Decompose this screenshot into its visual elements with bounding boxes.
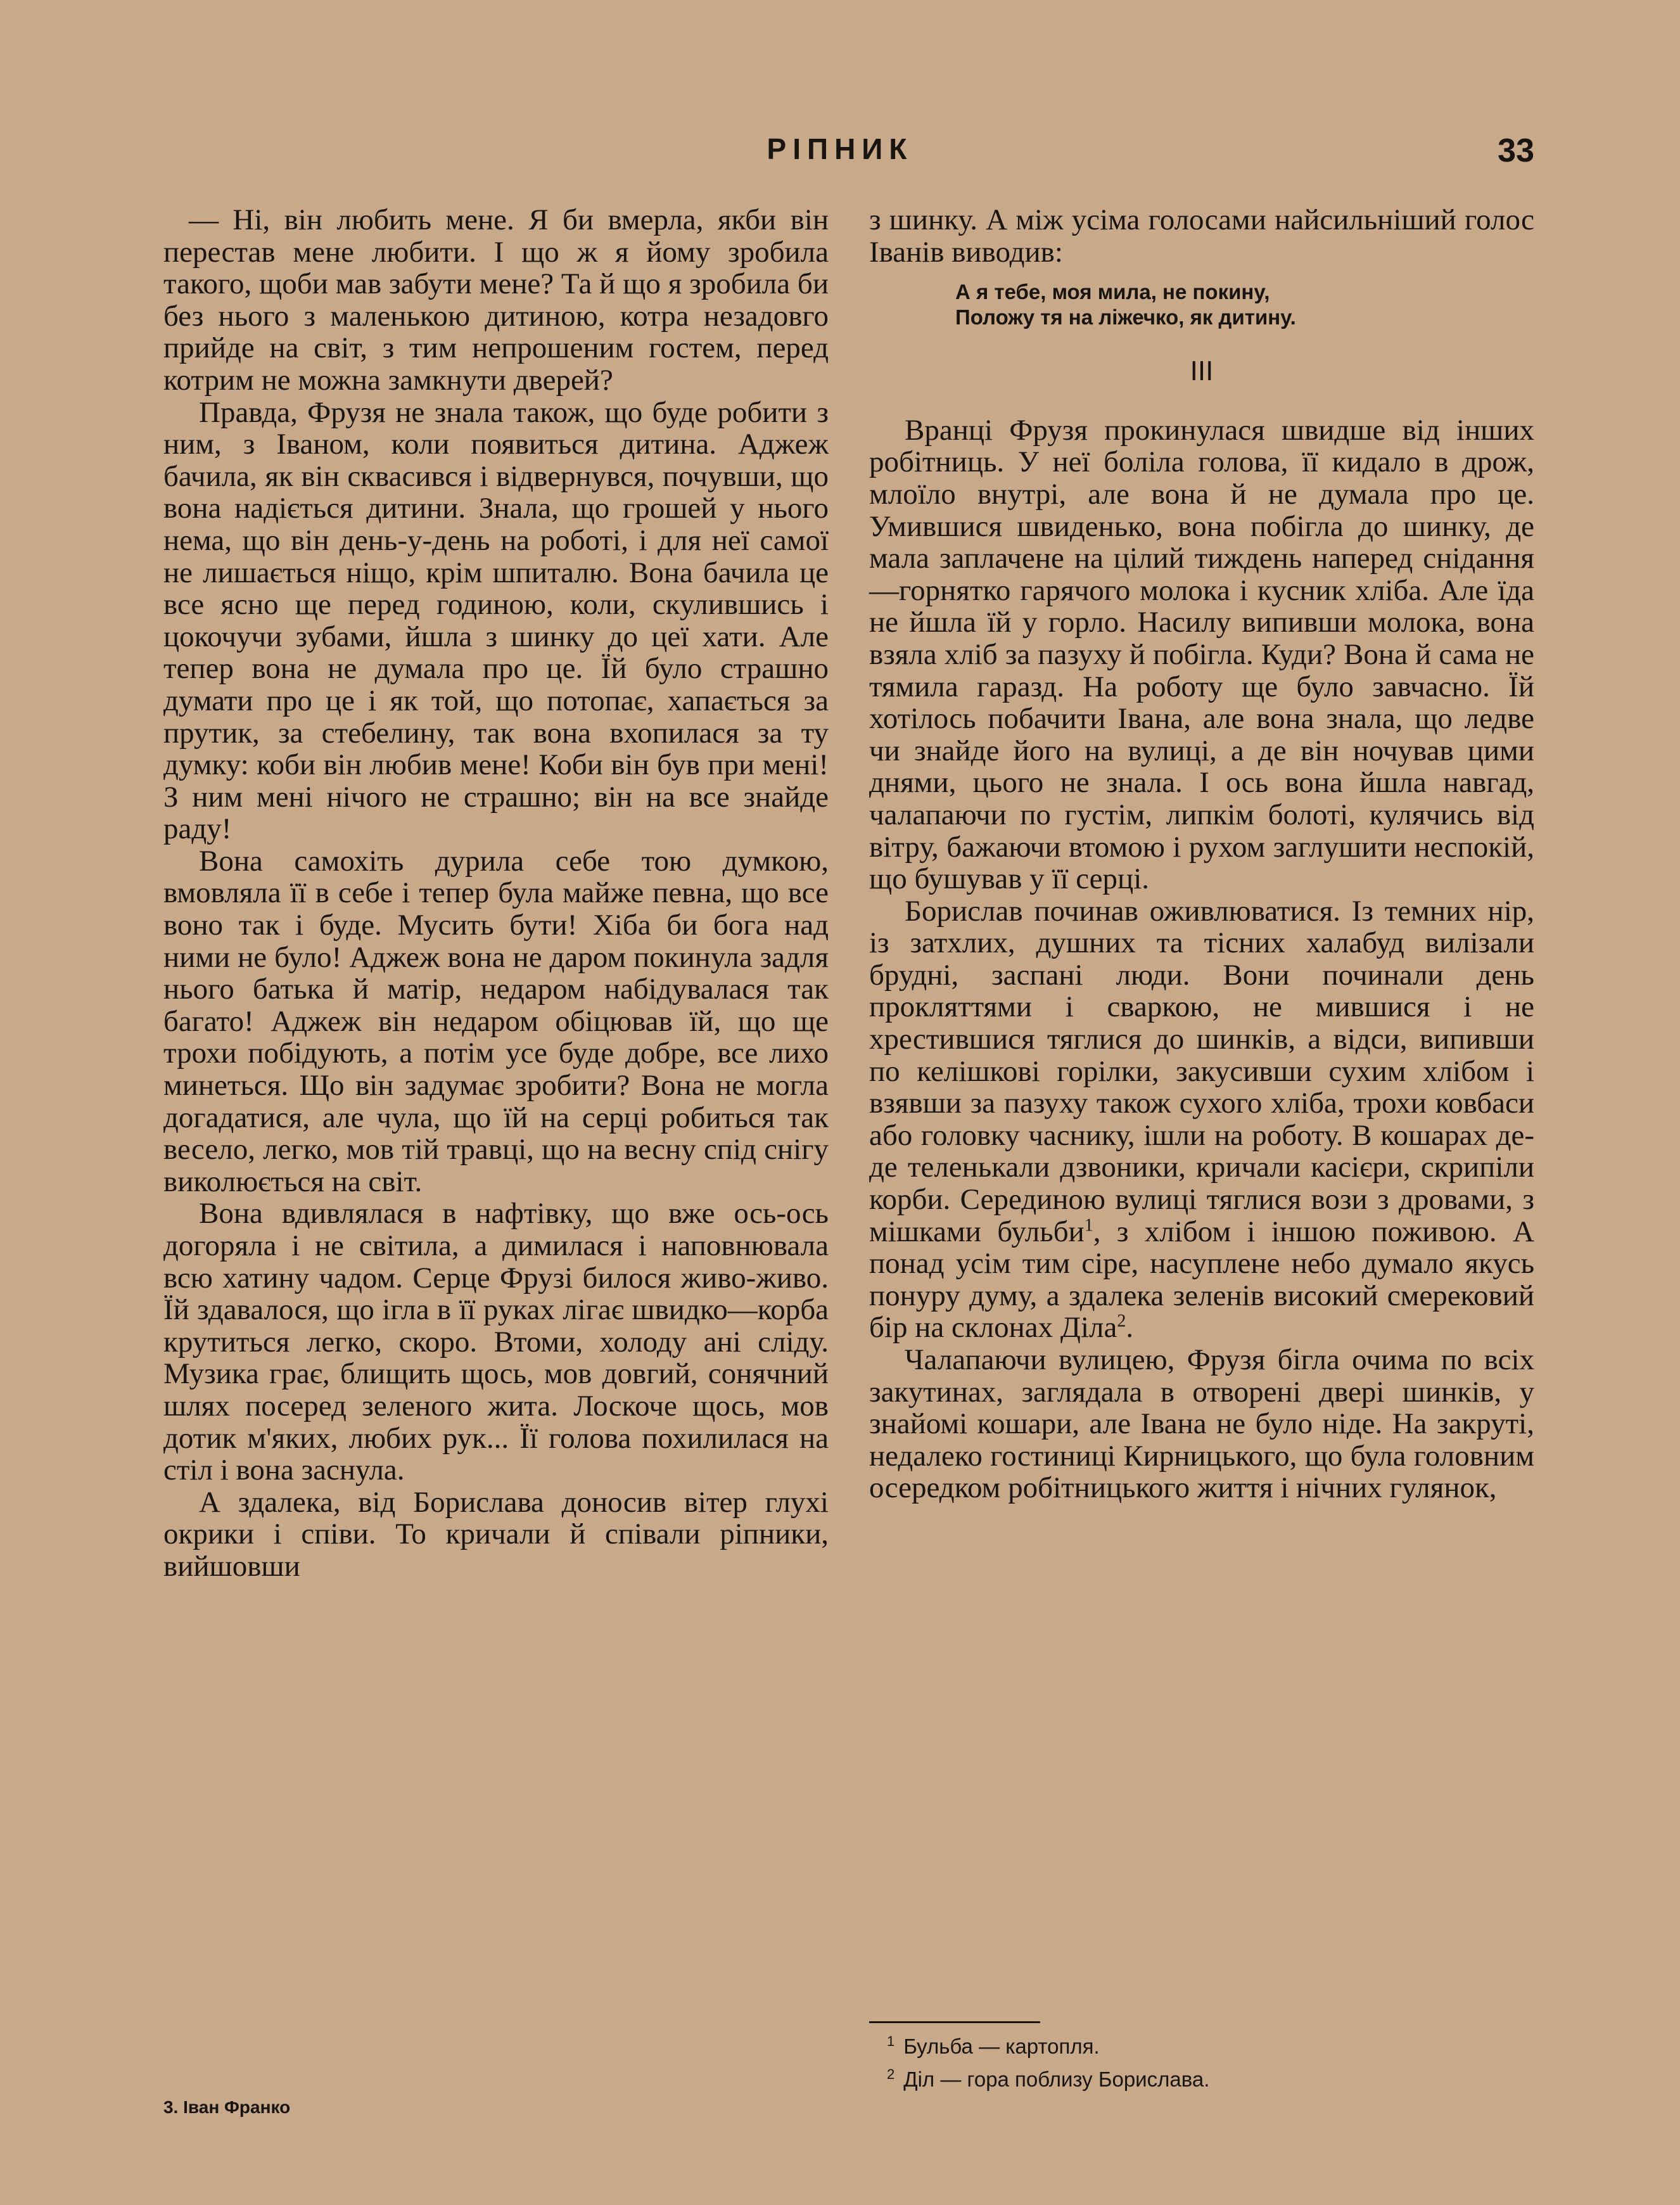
- footnote: [887, 2028, 1520, 2061]
- paragraph-text: Борислав починав оживлюватися. Із темних нір, із затхлих, душних та тісних халабуд вилізали брудні, заспані люди. Вони починали день прокляттями і сваркою, не мившися і не хрестившися тяглися до шинків, а відси, випивши по келішкові горілки, закусивши сухим хлібом і взявши за пазуху також сухого хліба, трохи ковбаси або головку часнику, ішли на роботу. В кошарах де-де теленькали дзвоники, кричали касієри, скрипіли корби. Серединою вулиці тяглися вози з дровами, з мішками бульби: [869, 894, 1534, 1248]
- paragraph: Вранці Фрузя прокинулася швидше від інших робітниць. У неї боліла голова, її кидало в дрож, млоїло внутрі, але вона й не думала про це. Умившися швиденько, вона побігла до шинку, де мала заплачене на цілий тиждень наперед снідання—горнятко гарячого молока і кусник хліба. Але їда не йшла їй у горло. Насилу випивши молока, вона взяла хліб за пазуху й побігла. Куди? Вона й сама не тямила гаразд. На роботу ще було завчасно. Їй хотілось побачити Івана, але вона знала, що ледве чи знайде його на вулиці, а де він ночував цими днями, цього не знала. І ось вона йшла навгад, чалапаючи по густім, липкім болоті, кулячись від вітру, бажаючи втомою і рухом заглушити неспокій, що бушував у її серці.: [869, 413, 1534, 896]
- footnote-ref[interactable]: 1: [1084, 1215, 1093, 1235]
- paragraph: — Ні, він любить мене. Я би вмерла, якби він перестав мене любити. І що ж я йому зробила такого, щоби мав забути мене? Та й що я зробила би без нього з маленькою дитиною, котра незадовго прийде на світ, з тим непрошеним гостем, перед котрим не можна замкнути дверей?: [163, 203, 829, 397]
- paragraph: з шинку. А між усіма голосами найсильніший голос Іванів виводив:: [869, 203, 1534, 269]
- footnote-mark: 1: [887, 2033, 895, 2049]
- right-column: [869, 204, 1534, 1504]
- paragraph: А здалека, від Борислава доносив вітер глухі окрики і співи. То кричали й співали ріпники, вийшовши: [163, 1485, 829, 1583]
- footnotes: [887, 2028, 1520, 2093]
- verse-line: А я тебе, моя мила, не покину,: [955, 280, 1270, 304]
- footnote-ref[interactable]: 2: [1117, 1311, 1126, 1331]
- left-column: [163, 204, 829, 1583]
- printer-signature: 3. Іван Франко: [163, 2097, 291, 2117]
- footnote: [887, 2061, 1520, 2093]
- running-title: РІПНИК: [767, 132, 913, 165]
- paragraph: Вона самохіть дурила себе тою думкою, вмовляла її в себе і тепер була майже певна, що все воно так і буде. Мусить бути! Хіба би бога над ними не було! Аджеж вона не даром покинула задля нього батька й матір, недаром набідувалася так багато! Аджеж він недаром обіцював їй, що ще трохи побідують, а потім усе буде добре, все лихо минеться. Що він задумає зробити? Вона не могла догадатися, але чула, що їй на серці робиться так весело, легко, мов тій травці, що на весну спід снігу виколюється на світ.: [163, 844, 829, 1198]
- paragraph: Вона вдивлялася в нафтівку, що вже ось-ось догоряла і не світила, а димилася і наповнювала всю хатину чадом. Серце Фрузі билося живо-живо. Їй здавалося, що ігла в її руках лігає швидко—корба крутиться легко, скоро. Втоми, холоду ані сліду. Музика грає, блищить щось, мов довгий, сонячний шлях посеред зеленого жита. Лоскоче щось, мов дотик м'яких, любих рук... Її голова похилилася на стіл і вона заснула.: [163, 1197, 829, 1487]
- verse-quote: [869, 279, 1534, 330]
- verse-line: Положу тя на ліжечко, як дитину.: [955, 305, 1296, 329]
- footnote-text: Діл — гора поблизу Борислава.: [903, 2068, 1210, 2091]
- paragraph-text: , з хлібом і іншою поживою. А понад усім тим сіре, насуплене небо думало якусь понуру думу, а здалека зеленів високий смерековий бір на склонах Діла: [869, 1215, 1534, 1345]
- footnote-divider: [869, 2021, 1040, 2023]
- paragraph-with-footnotes: [869, 895, 1534, 1344]
- paragraph-text: .: [1126, 1311, 1134, 1345]
- paragraph: Правда, Фрузя не знала також, що буде робити з ним, з Іваном, коли появиться дитина. Аджеж бачила, як він сквасився і відвернувся, почувши, що вона надіється дитини. Знала, що грошей у нього нема, що він день-у-день на роботі, і для неї самої не лишається ніщо, крім шпиталю. Вона бачила це все ясно ще перед годиною, коли, скулившись і цокочучи зубами, йшла з шинку до цеї хати. Але тепер вона не думала про це. Їй було страшно думати про це і як той, що потопає, хапається за прутик, за стебелину, так вона вхопилася за ту думку: коби він любив мене! Коби він був при мені! З ним мені нічого не страшно; він на все знайде раду!: [163, 395, 829, 846]
- paragraph: Чалапаючи вулицею, Фрузя бігла очима по всіх закутинах, заглядала в отворені двері шинків, у знайомі кошари, але Івана не було ніде. На закруті, недалеко гостиниці Кирницького, що була головним осередком робітницького життя і нічних гулянок,: [869, 1343, 1534, 1505]
- footnote-text: Бульба — картопля.: [903, 2035, 1100, 2058]
- section-heading: III: [1190, 355, 1214, 387]
- page-number: 33: [1498, 132, 1534, 169]
- footnote-mark: 2: [887, 2066, 895, 2082]
